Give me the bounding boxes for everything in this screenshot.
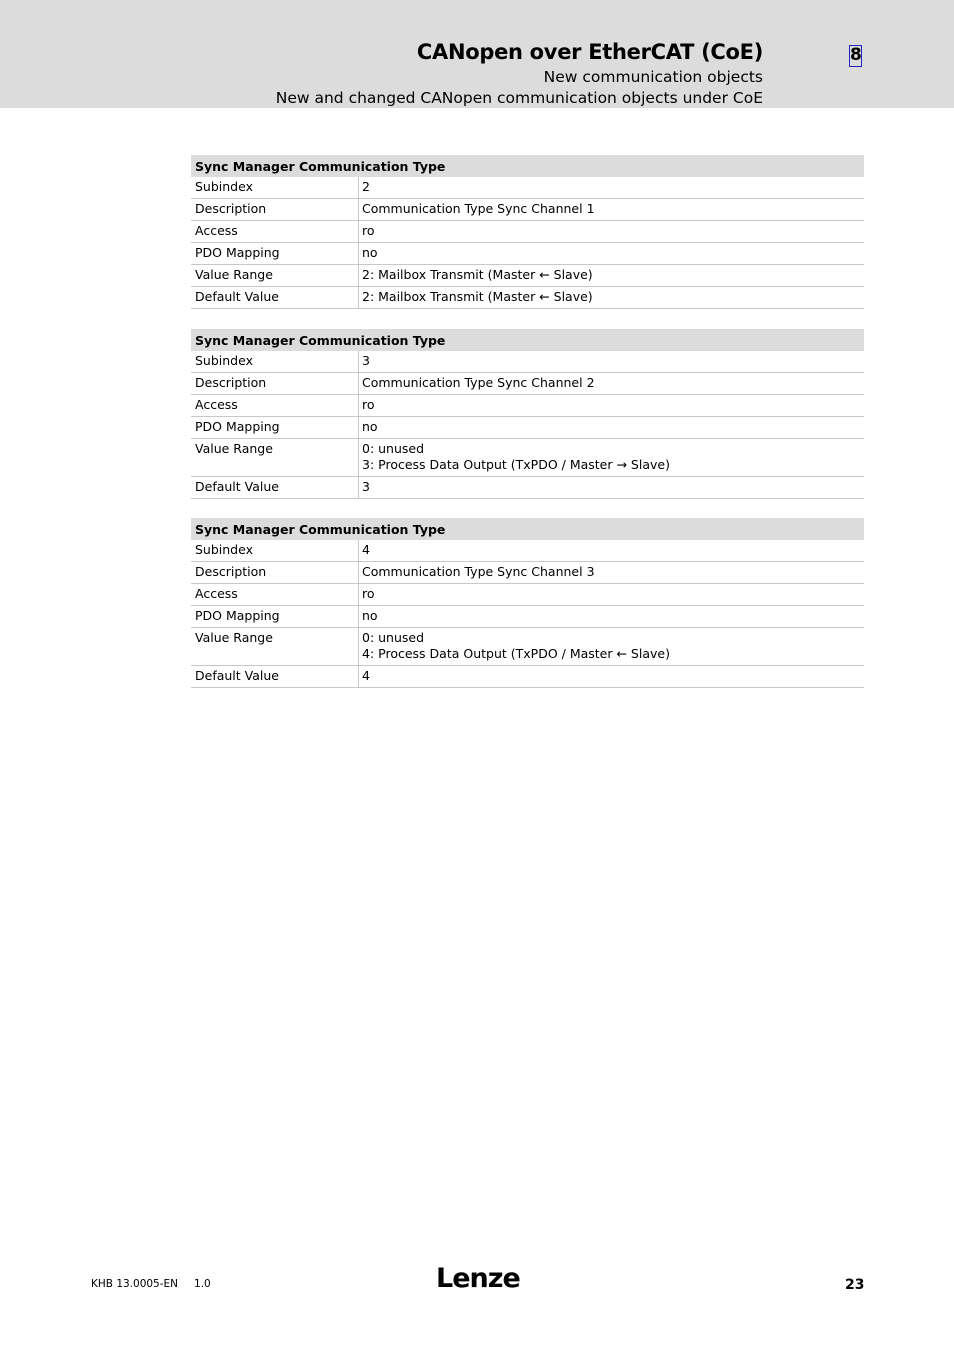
- table-row: [191, 243, 864, 265]
- doc-id: KHB 13.0005-EN: [91, 1278, 179, 1290]
- row-value: 3: Process Data Output (TxPDO / Master → Slave): [362, 457, 670, 472]
- row-key: Value Range: [195, 441, 273, 456]
- row-value: ro: [362, 397, 375, 412]
- row-key: Subindex: [195, 353, 253, 368]
- chapter-number-link[interactable]: 8: [850, 45, 862, 65]
- table-row: [191, 628, 864, 666]
- row-value: ro: [362, 223, 375, 238]
- row-value: Communication Type Sync Channel 2: [362, 375, 595, 390]
- row-key: Description: [195, 201, 267, 216]
- table-row: [191, 417, 864, 439]
- row-key: Access: [195, 223, 238, 238]
- chapter-title: CANopen over EtherCAT (CoE): [416, 40, 763, 64]
- row-value: Communication Type Sync Channel 3: [362, 564, 595, 579]
- row-value: no: [362, 245, 378, 260]
- table-title: Sync Manager Communication Type: [191, 155, 864, 177]
- row-key: PDO Mapping: [195, 419, 280, 434]
- table-row: [191, 351, 864, 373]
- table-row: [191, 265, 864, 287]
- table-row: [191, 562, 864, 584]
- lenze-logo: Lenze: [436, 1263, 520, 1294]
- row-value: Communication Type Sync Channel 1: [362, 201, 595, 216]
- table-row: [191, 199, 864, 221]
- table-row: [191, 395, 864, 417]
- row-value: ro: [362, 586, 375, 601]
- row-value: 2: [362, 179, 370, 194]
- object-table-2: [191, 329, 864, 499]
- row-key: Subindex: [195, 542, 253, 557]
- row-value: 2: Mailbox Transmit (Master ← Slave): [362, 289, 593, 304]
- row-value: 4: Process Data Output (TxPDO / Master ← Slave): [362, 646, 670, 661]
- footer-doc-info: [91, 1278, 211, 1290]
- row-key: Default Value: [195, 289, 279, 304]
- table-row: [191, 666, 864, 688]
- row-key: Default Value: [195, 668, 279, 683]
- row-value: 3: [362, 479, 370, 494]
- table-row: [191, 606, 864, 628]
- table-row: [191, 287, 864, 309]
- row-key: Default Value: [195, 479, 279, 494]
- row-key: Value Range: [195, 267, 273, 282]
- row-key: PDO Mapping: [195, 245, 280, 260]
- doc-version: 1.0: [194, 1278, 211, 1290]
- row-value: 0: unused: [362, 441, 425, 456]
- row-value: 4: [362, 668, 370, 683]
- table-title: Sync Manager Communication Type: [191, 329, 864, 351]
- row-key: Access: [195, 586, 238, 601]
- row-value: 4: [362, 542, 370, 557]
- row-value: 3: [362, 353, 370, 368]
- table-row: [191, 477, 864, 499]
- table-row: [191, 373, 864, 395]
- row-value: 0: unused: [362, 630, 425, 645]
- table-row: [191, 584, 864, 606]
- row-value: no: [362, 608, 378, 623]
- table-row: [191, 221, 864, 243]
- table-row: [191, 540, 864, 562]
- row-key: Description: [195, 375, 267, 390]
- row-key: Access: [195, 397, 238, 412]
- row-key: Description: [195, 564, 267, 579]
- section-title: New communication objects: [543, 68, 763, 86]
- object-table-3: [191, 518, 864, 688]
- table-row: [191, 177, 864, 199]
- page-number: 23: [845, 1277, 865, 1293]
- row-value: no: [362, 419, 378, 434]
- row-key: Value Range: [195, 630, 273, 645]
- object-table-1: [191, 155, 864, 309]
- row-key: Subindex: [195, 179, 253, 194]
- row-value: 2: Mailbox Transmit (Master ← Slave): [362, 267, 593, 282]
- table-row: [191, 439, 864, 477]
- row-key: PDO Mapping: [195, 608, 280, 623]
- table-title: Sync Manager Communication Type: [191, 518, 864, 540]
- subsection-title: New and changed CANopen communication objects under CoE: [275, 89, 763, 107]
